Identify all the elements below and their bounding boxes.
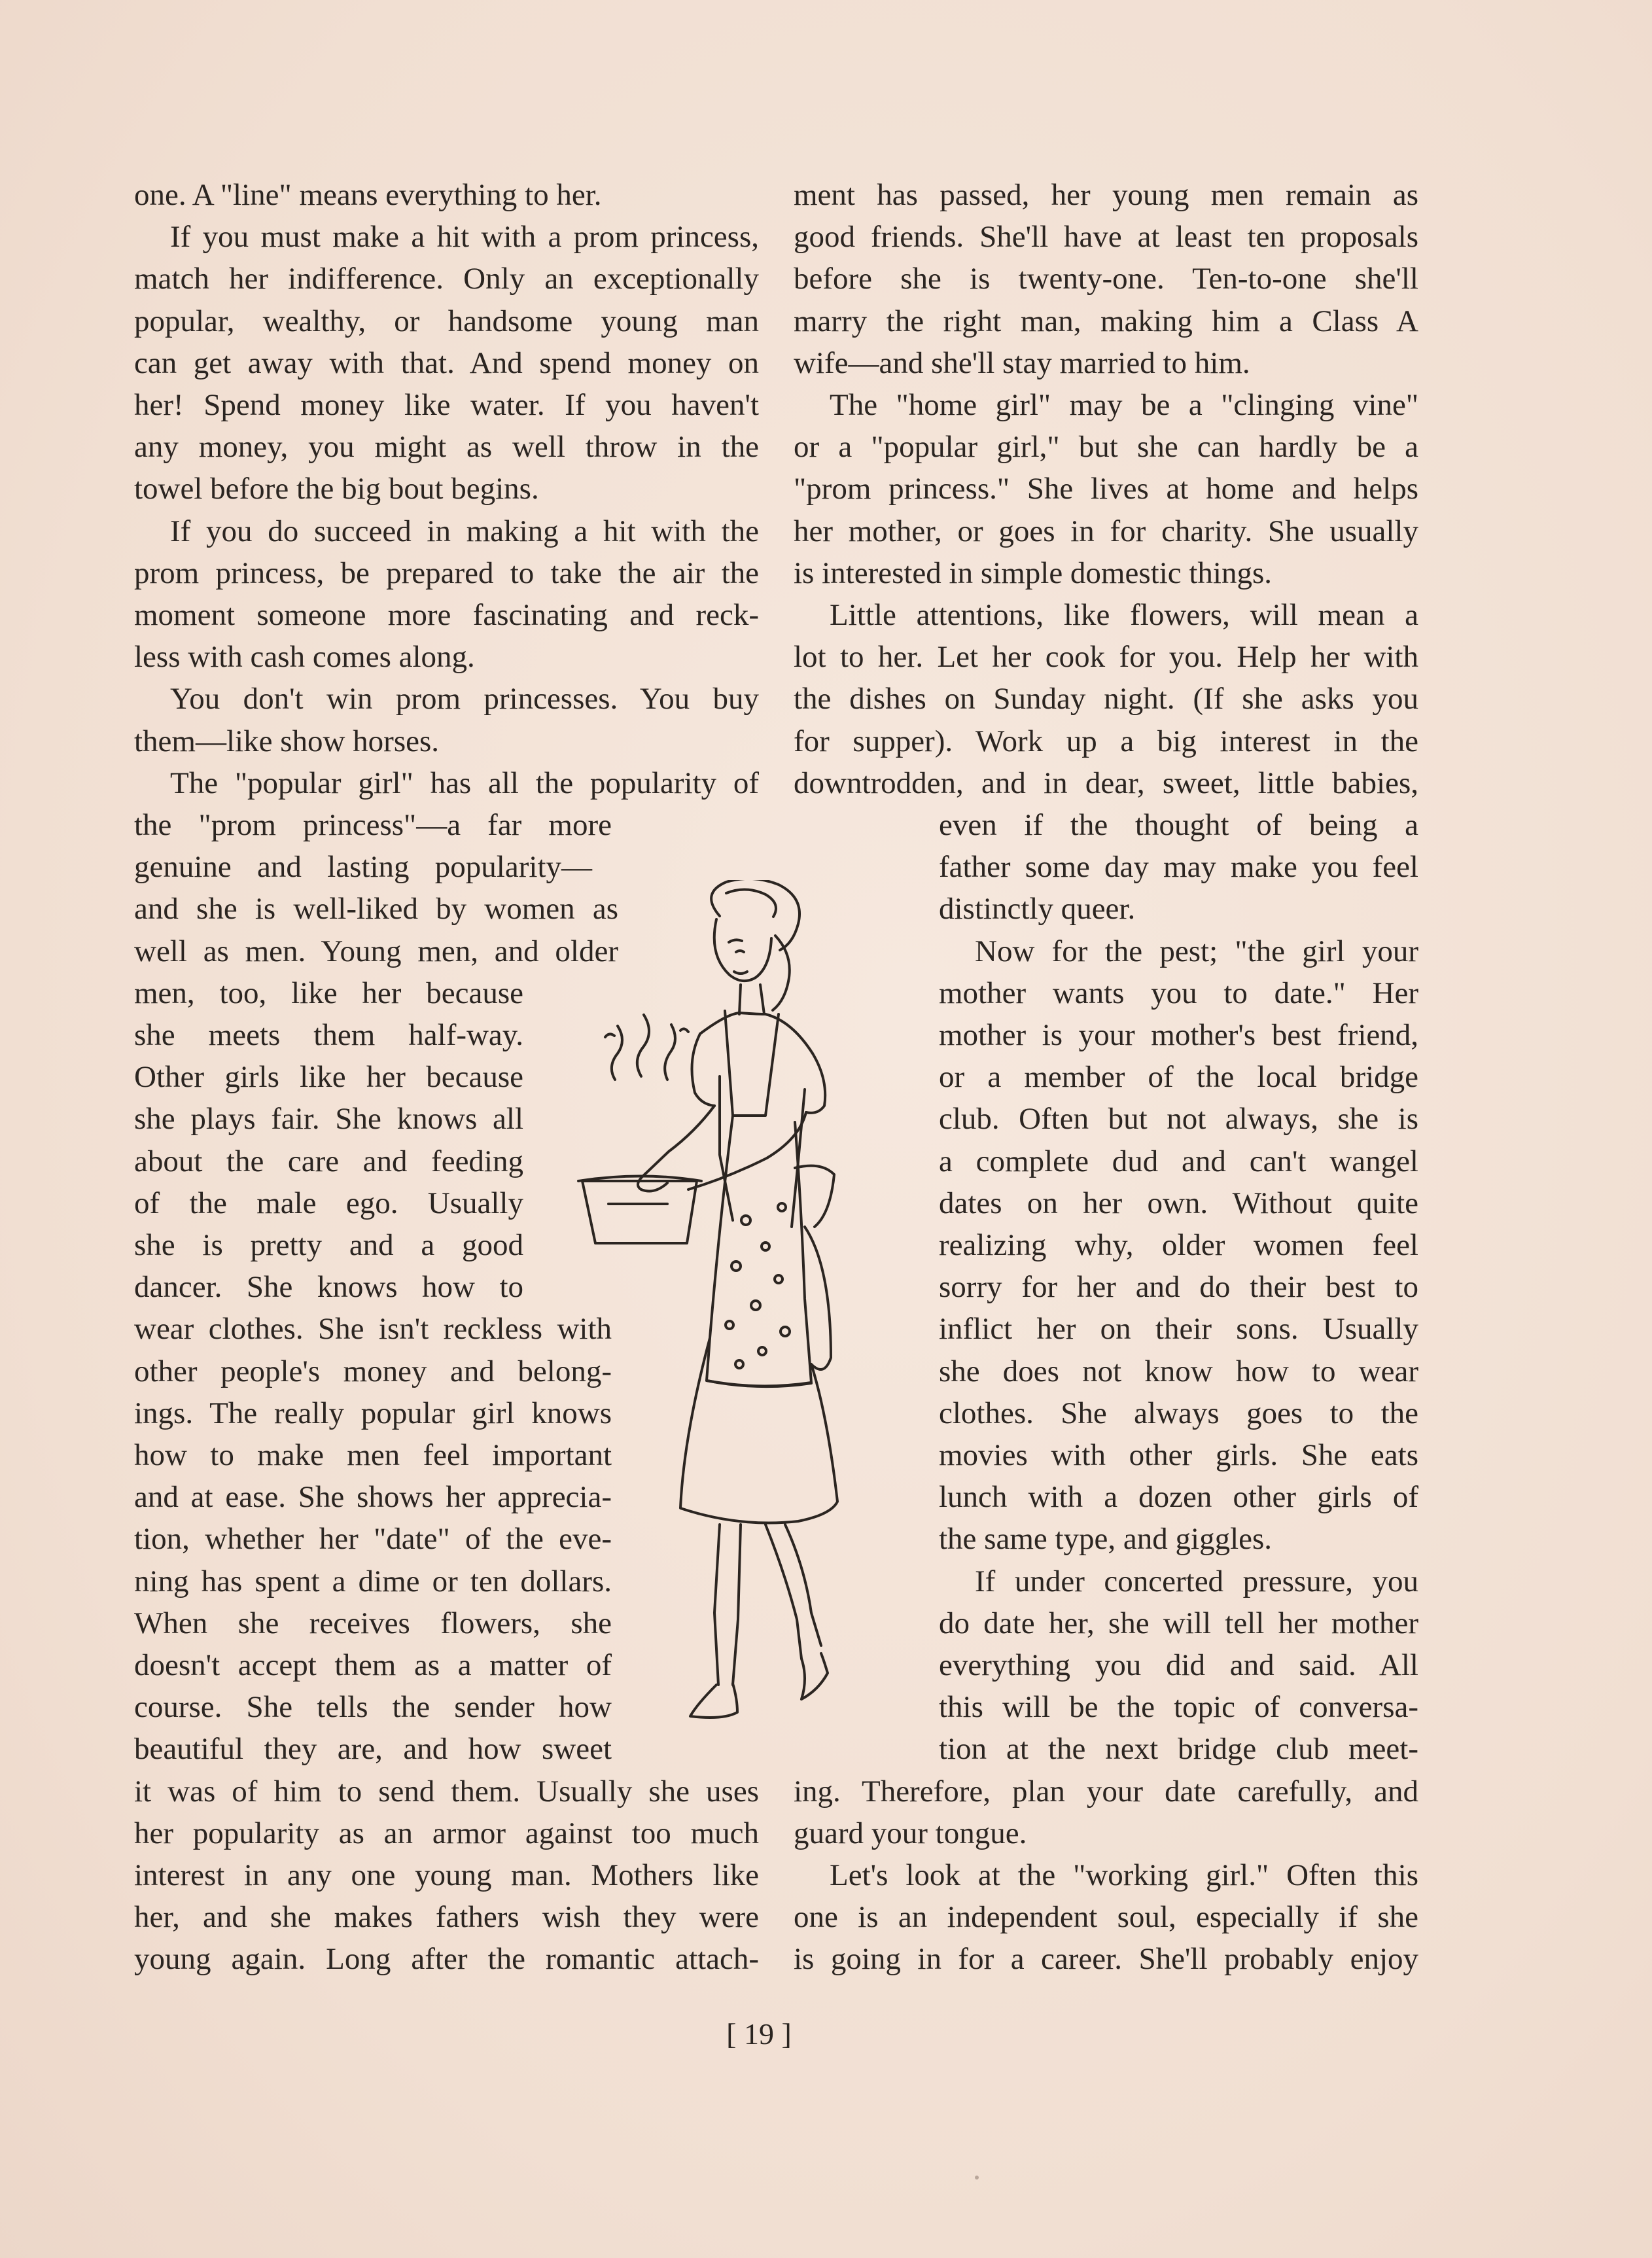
left-line: and she is well-liked by women as [134, 892, 618, 926]
right-line: clothes. She always goes to the [939, 1396, 1418, 1430]
left-line: of the male ego. Usually [134, 1186, 523, 1220]
left-line: course. She tells the sender how [134, 1690, 612, 1725]
right-line: is interested in simple domestic things. [794, 556, 1273, 590]
right-line: club. Often but not always, she is [939, 1102, 1418, 1137]
right-line: downtrodden, and in dear, sweet, little babies, [794, 766, 1418, 800]
right-line: dates on her own. Without quite [939, 1186, 1418, 1220]
page-number: [ 19 ] [726, 2017, 792, 2051]
right-line: good friends. She'll have at least ten proposals [794, 220, 1418, 255]
right-line: ing. Therefore, plan your date carefully, and [794, 1774, 1418, 1808]
left-line: wear clothes. She isn't reckless with [134, 1312, 612, 1347]
left-line: beautiful they are, and how sweet [134, 1732, 612, 1767]
right-line: inflict her on their sons. Usually [939, 1312, 1418, 1347]
left-line: The "popular girl" has all the popularity of [170, 766, 759, 800]
right-line: one is an independent soul, especially if she [794, 1900, 1418, 1935]
left-line: young again. Long after the romantic attach- [134, 1942, 759, 1977]
right-line: even if the thought of being a [939, 808, 1418, 842]
right-line: tion at the next bridge club meet- [939, 1732, 1418, 1767]
left-line: and at ease. She shows her apprecia- [134, 1480, 612, 1515]
right-line: her mother, or goes in for charity. She usually [794, 514, 1418, 548]
right-line: If under concerted pressure, you [975, 1564, 1418, 1598]
right-line: the same type, and giggles. [939, 1522, 1273, 1557]
left-line: doesn't accept them as a matter of [134, 1648, 612, 1682]
right-line: she does not know how to wear [939, 1354, 1418, 1388]
left-line: her popularity as an armor against too much [134, 1816, 759, 1850]
left-line: her, and she makes fathers wish they were [134, 1900, 759, 1935]
left-line: it was of him to send them. Usually she uses [134, 1774, 759, 1808]
left-line: interest in any one young man. Mothers like [134, 1858, 759, 1892]
paper-speck [975, 2176, 979, 2179]
right-line: a complete dud and can't wangel [939, 1144, 1418, 1178]
left-line: If you must make a hit with a prom princess, [170, 220, 759, 255]
left-line: You don't win prom princesses. You buy [170, 682, 759, 716]
right-line: do date her, she will tell her mother [939, 1606, 1418, 1640]
left-line: ning has spent a dime or ten dollars. [134, 1564, 612, 1598]
right-line: father some day may make you feel [939, 850, 1418, 885]
right-line: marry the right man, making him a Class A [794, 304, 1418, 338]
right-line: this will be the topic of conversa- [939, 1690, 1418, 1725]
left-line: her! Spend money like water. If you haven't [134, 388, 759, 422]
left-line: towel before the big bout begins. [134, 472, 539, 506]
left-line: When she receives flowers, she [134, 1606, 612, 1640]
left-line: tion, whether her "date" of the eve- [134, 1522, 612, 1557]
right-line: is going in for a career. She'll probably enjoy [794, 1942, 1418, 1977]
right-line: Let's look at the "working girl." Often this [830, 1858, 1418, 1892]
left-line: prom princess, be prepared to take the air the [134, 556, 759, 590]
right-line: wife—and she'll stay married to him. [794, 345, 1250, 380]
right-line: movies with other girls. She eats [939, 1438, 1418, 1472]
left-line: Other girls like her because [134, 1060, 523, 1095]
right-line: guard your tongue. [794, 1816, 1027, 1850]
right-line: lot to her. Let her cook for you. Help her with [794, 640, 1418, 675]
right-line: realizing why, older women feel [939, 1228, 1418, 1262]
left-line: men, too, like her because [134, 976, 523, 1010]
left-line: she meets them half-way. [134, 1018, 523, 1052]
right-line: "prom princess." She lives at home and helps [794, 472, 1418, 506]
left-line: less with cash comes along. [134, 640, 475, 675]
left-line: them—like show horses. [134, 724, 440, 758]
left-line: genuine and lasting popularity— [134, 850, 592, 885]
left-line: can get away with that. And spend money on [134, 345, 759, 380]
right-line: Little attentions, like flowers, will mean a [830, 598, 1418, 632]
left-line: ings. The really popular girl knows [134, 1396, 612, 1430]
left-line: moment someone more fascinating and reck- [134, 598, 759, 632]
right-line: distinctly queer. [939, 892, 1136, 926]
right-line: mother wants you to date." Her [939, 976, 1418, 1010]
left-line: other people's money and belong- [134, 1354, 612, 1388]
left-line: she is pretty and a good [134, 1228, 523, 1262]
left-line: any money, you might as well throw in the [134, 430, 759, 465]
left-line: one. A "line" means everything to her. [134, 178, 602, 212]
left-line: well as men. Young men, and older [134, 934, 618, 968]
right-line: sorry for her and do their best to [939, 1270, 1418, 1305]
right-line: Now for the pest; "the girl your [975, 934, 1418, 968]
right-line: The "home girl" may be a "clinging vine" [830, 388, 1418, 422]
right-line: ment has passed, her young men remain as [794, 178, 1418, 212]
right-line: or a member of the local bridge [939, 1060, 1418, 1095]
right-line: mother is your mother's best friend, [939, 1018, 1418, 1052]
left-line: If you do succeed in making a hit with the [170, 514, 759, 548]
left-line: the "prom princess"—a far more [134, 808, 612, 842]
woman-with-steaming-pot-illustration [569, 880, 870, 1744]
left-line: she plays fair. She knows all [134, 1102, 523, 1137]
left-line: how to make men feel important [134, 1438, 612, 1472]
right-line: or a "popular girl," but she can hardly be a [794, 430, 1418, 465]
right-line: the dishes on Sunday night. (If she asks you [794, 682, 1418, 716]
left-line: about the care and feeding [134, 1144, 523, 1178]
right-line: everything you did and said. All [939, 1648, 1418, 1682]
right-line: for supper). Work up a big interest in the [794, 724, 1418, 758]
left-line: dancer. She knows how to [134, 1270, 523, 1305]
left-line: popular, wealthy, or handsome young man [134, 304, 759, 338]
right-line: lunch with a dozen other girls of [939, 1480, 1418, 1515]
right-line: before she is twenty-one. Ten-to-one she'll [794, 262, 1418, 296]
left-line: match her indifference. Only an exceptionally [134, 262, 759, 296]
